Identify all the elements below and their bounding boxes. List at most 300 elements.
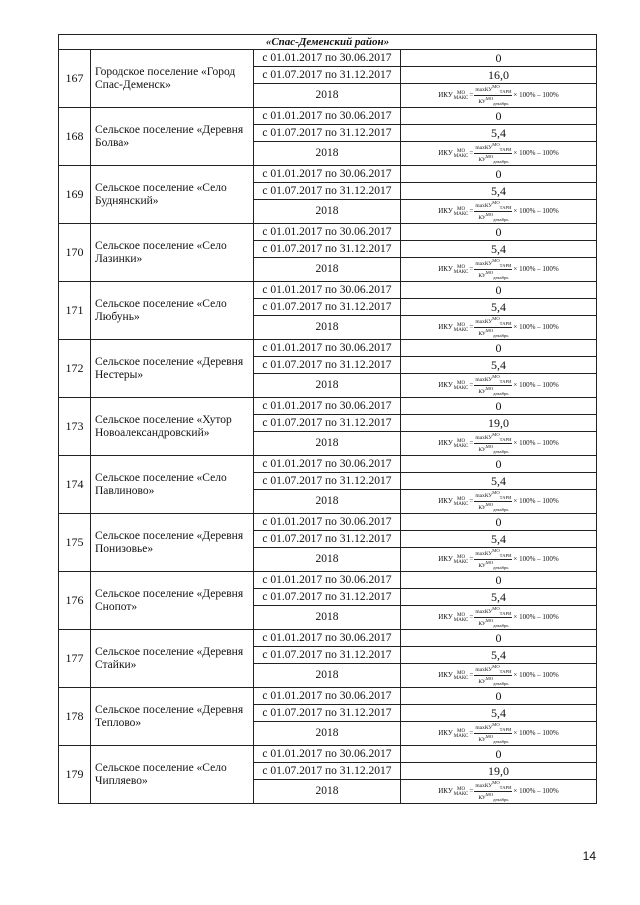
formula: [438, 664, 559, 687]
formula-fraction: [474, 664, 512, 687]
formula-numerator: [474, 606, 512, 618]
year-cell: 2018: [254, 142, 401, 166]
formula-num-sup: МО: [492, 84, 500, 90]
document-page: [58, 34, 596, 804]
formula-lhs-sub: МАКС: [453, 327, 469, 333]
formula-num-sup: МО: [492, 722, 500, 728]
formula-tail: × 100% – 100%: [513, 497, 559, 505]
row-number: 171: [59, 282, 91, 340]
formula-den-sub: декабрь: [493, 506, 509, 512]
formula-numerator: [474, 374, 512, 386]
formula-denominator: [478, 676, 508, 687]
value-second-half: 19,0: [401, 763, 597, 780]
row-number: 167: [59, 50, 91, 108]
value-first-half: 0: [401, 456, 597, 473]
formula-tail: × 100% – 100%: [513, 671, 559, 679]
year-cell: 2018: [254, 780, 401, 804]
settlement-name: Сельское поселение «Деревня Болва»: [91, 108, 254, 166]
formula-num-sub: ТАРИ: [499, 611, 512, 616]
region-header-row: [59, 35, 597, 50]
formula-lhs-indices: [454, 671, 469, 681]
formula-den-sup: МО: [485, 792, 494, 797]
period-second-half: с 01.07.2017 по 31.12.2017: [254, 589, 401, 606]
formula-fraction: [474, 84, 512, 107]
formula-num-sub: ТАРИ: [499, 553, 512, 558]
formula-num-sub: ТАРИ: [499, 89, 512, 94]
settlement-name: Сельское поселение «Село Буднянский»: [91, 166, 254, 224]
formula-den: КУ: [478, 620, 486, 627]
formula-lhs-sub: МАКС: [453, 559, 469, 565]
period-second-half: с 01.07.2017 по 31.12.2017: [254, 647, 401, 664]
formula-num: maxКУ: [475, 144, 493, 151]
value-second-half: 5,4: [401, 125, 597, 142]
formula-cell: [401, 258, 597, 282]
region-title: «Спас-Деменский район»: [59, 35, 597, 50]
formula-equals: =: [469, 207, 474, 215]
value-first-half: 0: [401, 514, 597, 531]
formula-fraction: [474, 200, 512, 223]
formula-den-sub: декабрь: [493, 796, 509, 802]
formula-num: maxКУ: [475, 782, 493, 789]
formula: [438, 490, 559, 513]
settlement-name: Сельское поселение «Деревня Нестеры»: [91, 340, 254, 398]
formula-num-sub: ТАРИ: [499, 321, 512, 326]
formula-lhs-sup: МО: [457, 670, 466, 676]
period-second-half: с 01.07.2017 по 31.12.2017: [254, 125, 401, 142]
formula-lhs-sup: МО: [457, 206, 466, 212]
period-first-half: с 01.01.2017 по 30.06.2017: [254, 688, 401, 705]
period-first-half: с 01.01.2017 по 30.06.2017: [254, 50, 401, 67]
row-number: 169: [59, 166, 91, 224]
page-number: 14: [582, 849, 596, 863]
formula-lhs-sub: МАКС: [453, 443, 469, 449]
formula-numerator: [474, 490, 512, 502]
formula-lhs-sub: МАКС: [453, 153, 469, 159]
formula-cell: [401, 374, 597, 398]
period-second-half: с 01.07.2017 по 31.12.2017: [254, 705, 401, 722]
formula-numerator: [474, 432, 512, 444]
formula-num-sub: ТАРИ: [499, 147, 512, 152]
table-row: [59, 398, 597, 415]
formula-lhs-sup: МО: [457, 148, 466, 154]
formula-num: maxКУ: [475, 434, 493, 441]
formula-denominator: [478, 154, 508, 165]
formula-den-sup: МО: [485, 96, 494, 101]
formula-lhs-indices: [454, 613, 469, 623]
year-cell: 2018: [254, 548, 401, 572]
table-row: [59, 50, 597, 67]
formula-equals: =: [469, 555, 474, 563]
formula-num-sup: МО: [492, 664, 500, 670]
value-first-half: 0: [401, 688, 597, 705]
formula-num-sup: МО: [492, 258, 500, 264]
formula-tail: × 100% – 100%: [513, 323, 559, 331]
formula-lhs-sup: МО: [457, 322, 466, 328]
period-second-half: с 01.07.2017 по 31.12.2017: [254, 67, 401, 84]
value-first-half: 0: [401, 572, 597, 589]
formula-num-sup: МО: [492, 432, 500, 438]
formula-denominator: [478, 444, 508, 455]
settlement-name: Сельское поселение «Хутор Новоалександровский»: [91, 398, 254, 456]
formula-cell: [401, 142, 597, 166]
value-first-half: 0: [401, 398, 597, 415]
formula-cell: [401, 548, 597, 572]
formula-lhs-indices: [454, 729, 469, 739]
formula-lhs-indices: [454, 555, 469, 565]
year-cell: 2018: [254, 606, 401, 630]
formula-denominator: [478, 792, 508, 803]
formula-lhs-indices: [454, 381, 469, 391]
year-cell: 2018: [254, 316, 401, 340]
formula-num: maxКУ: [475, 608, 493, 615]
tariff-table: [58, 34, 597, 804]
formula-numerator: [474, 142, 512, 154]
formula-num-sub: ТАРИ: [499, 205, 512, 210]
formula-lhs: ИКУ: [438, 613, 453, 621]
formula-num: maxКУ: [475, 318, 493, 325]
formula-denominator: [478, 734, 508, 745]
formula-cell: [401, 200, 597, 224]
formula-numerator: [474, 84, 512, 96]
formula-num-sup: МО: [492, 374, 500, 380]
formula-denominator: [478, 560, 508, 571]
formula-tail: × 100% – 100%: [513, 91, 559, 99]
formula-num-sub: ТАРИ: [499, 669, 512, 674]
formula-numerator: [474, 548, 512, 560]
row-number: 168: [59, 108, 91, 166]
formula-lhs-sup: МО: [457, 612, 466, 618]
formula-tail: × 100% – 100%: [513, 439, 559, 447]
formula-cell: [401, 664, 597, 688]
formula-cell: [401, 722, 597, 746]
table-row: [59, 108, 597, 125]
formula-lhs-indices: [454, 497, 469, 507]
table-row: [59, 340, 597, 357]
formula-den-sup: МО: [485, 212, 494, 217]
table-row: [59, 572, 597, 589]
formula-lhs: ИКУ: [438, 149, 453, 157]
formula-den-sup: МО: [485, 154, 494, 159]
table-row: [59, 166, 597, 183]
formula-den-sub: декабрь: [493, 158, 509, 164]
year-cell: 2018: [254, 432, 401, 456]
formula: [438, 548, 559, 571]
period-first-half: с 01.01.2017 по 30.06.2017: [254, 746, 401, 763]
formula-lhs: ИКУ: [438, 497, 453, 505]
value-first-half: 0: [401, 108, 597, 125]
value-second-half: 5,4: [401, 473, 597, 490]
formula: [438, 374, 559, 397]
formula-num-sup: МО: [492, 200, 500, 206]
year-cell: 2018: [254, 200, 401, 224]
formula-tail: × 100% – 100%: [513, 787, 559, 795]
formula-tail: × 100% – 100%: [513, 207, 559, 215]
formula-denominator: [478, 270, 508, 281]
formula-num: maxКУ: [475, 492, 493, 499]
formula-cell: [401, 490, 597, 514]
settlement-name: Сельское поселение «Деревня Теплово»: [91, 688, 254, 746]
table-row: [59, 282, 597, 299]
formula: [438, 780, 559, 803]
formula-equals: =: [469, 323, 474, 331]
formula-equals: =: [469, 439, 474, 447]
value-second-half: 5,4: [401, 647, 597, 664]
formula-den-sup: МО: [485, 386, 494, 391]
formula-numerator: [474, 780, 512, 792]
formula-num-sup: МО: [492, 780, 500, 786]
formula-lhs-sub: МАКС: [453, 269, 469, 275]
formula-num: maxКУ: [475, 550, 493, 557]
formula-denominator: [478, 212, 508, 223]
value-second-half: 19,0: [401, 415, 597, 432]
value-second-half: 5,4: [401, 705, 597, 722]
value-second-half: 5,4: [401, 183, 597, 200]
formula-num: maxКУ: [475, 260, 493, 267]
formula-den: КУ: [478, 794, 486, 801]
settlement-name: Сельское поселение «Деревня Стайки»: [91, 630, 254, 688]
table-row: [59, 224, 597, 241]
formula-den: КУ: [478, 98, 486, 105]
formula-tail: × 100% – 100%: [513, 149, 559, 157]
formula-den-sub: декабрь: [493, 738, 509, 744]
formula-denominator: [478, 502, 508, 513]
formula-den: КУ: [478, 272, 486, 279]
table-row: [59, 456, 597, 473]
formula-denominator: [478, 386, 508, 397]
formula-lhs-indices: [454, 323, 469, 333]
formula-num: maxКУ: [475, 376, 493, 383]
formula-fraction: [474, 374, 512, 397]
formula-lhs-sup: МО: [457, 554, 466, 560]
value-first-half: 0: [401, 166, 597, 183]
value-first-half: 0: [401, 746, 597, 763]
formula-cell: [401, 84, 597, 108]
formula-den: КУ: [478, 736, 486, 743]
formula: [438, 84, 559, 107]
formula-tail: × 100% – 100%: [513, 729, 559, 737]
formula-den-sub: декабрь: [493, 332, 509, 338]
formula-den: КУ: [478, 504, 486, 511]
formula-lhs: ИКУ: [438, 207, 453, 215]
formula-den-sup: МО: [485, 676, 494, 681]
formula-num: maxКУ: [475, 724, 493, 731]
formula-lhs-sub: МАКС: [453, 95, 469, 101]
settlement-name: Сельское поселение «Деревня Понизовье»: [91, 514, 254, 572]
formula-lhs: ИКУ: [438, 323, 453, 331]
period-second-half: с 01.07.2017 по 31.12.2017: [254, 763, 401, 780]
formula-lhs: ИКУ: [438, 671, 453, 679]
formula-lhs-sub: МАКС: [453, 733, 469, 739]
formula-lhs-sup: МО: [457, 438, 466, 444]
value-first-half: 0: [401, 224, 597, 241]
formula-den-sub: декабрь: [493, 390, 509, 396]
formula-fraction: [474, 780, 512, 803]
formula-num-sub: ТАРИ: [499, 379, 512, 384]
formula-cell: [401, 606, 597, 630]
settlement-name: Сельское поселение «Деревня Снопот»: [91, 572, 254, 630]
settlement-name: Сельское поселение «Село Павлиново»: [91, 456, 254, 514]
year-cell: 2018: [254, 490, 401, 514]
formula-den-sub: декабрь: [493, 274, 509, 280]
formula-den: КУ: [478, 330, 486, 337]
period-first-half: с 01.01.2017 по 30.06.2017: [254, 282, 401, 299]
formula-equals: =: [469, 381, 474, 389]
formula-tail: × 100% – 100%: [513, 381, 559, 389]
formula: [438, 722, 559, 745]
year-cell: 2018: [254, 664, 401, 688]
formula-fraction: [474, 142, 512, 165]
formula-den-sup: МО: [485, 734, 494, 739]
table-row: [59, 688, 597, 705]
formula-num: maxКУ: [475, 202, 493, 209]
formula-den: КУ: [478, 214, 486, 221]
formula-num-sup: МО: [492, 142, 500, 148]
formula-numerator: [474, 316, 512, 328]
row-number: 170: [59, 224, 91, 282]
year-cell: 2018: [254, 258, 401, 282]
formula-numerator: [474, 664, 512, 676]
formula-den: КУ: [478, 678, 486, 685]
formula-equals: =: [469, 729, 474, 737]
formula-lhs-sup: МО: [457, 496, 466, 502]
row-number: 178: [59, 688, 91, 746]
settlement-name: Городское поселение «Город Спас-Деменск»: [91, 50, 254, 108]
formula-num-sup: МО: [492, 316, 500, 322]
formula-tail: × 100% – 100%: [513, 555, 559, 563]
period-first-half: с 01.01.2017 по 30.06.2017: [254, 630, 401, 647]
formula-lhs-indices: [454, 439, 469, 449]
row-number: 175: [59, 514, 91, 572]
formula-den-sup: МО: [485, 618, 494, 623]
formula-num-sub: ТАРИ: [499, 437, 512, 442]
formula-lhs-sup: МО: [457, 90, 466, 96]
formula-equals: =: [469, 497, 474, 505]
row-number: 174: [59, 456, 91, 514]
formula-den: КУ: [478, 156, 486, 163]
formula-fraction: [474, 606, 512, 629]
formula-equals: =: [469, 91, 474, 99]
formula-lhs-sub: МАКС: [453, 675, 469, 681]
formula-lhs: ИКУ: [438, 787, 453, 795]
formula-num: maxКУ: [475, 86, 493, 93]
row-number: 173: [59, 398, 91, 456]
formula-lhs-sup: МО: [457, 728, 466, 734]
formula-lhs-indices: [454, 265, 469, 275]
formula-den: КУ: [478, 388, 486, 395]
formula: [438, 432, 559, 455]
formula-lhs: ИКУ: [438, 439, 453, 447]
formula-fraction: [474, 316, 512, 339]
period-second-half: с 01.07.2017 по 31.12.2017: [254, 531, 401, 548]
period-first-half: с 01.01.2017 по 30.06.2017: [254, 224, 401, 241]
period-second-half: с 01.07.2017 по 31.12.2017: [254, 183, 401, 200]
formula-lhs-sub: МАКС: [453, 617, 469, 623]
value-second-half: 5,4: [401, 299, 597, 316]
formula-lhs-sub: МАКС: [453, 501, 469, 507]
table-row: [59, 514, 597, 531]
formula-lhs-indices: [454, 787, 469, 797]
formula-cell: [401, 432, 597, 456]
period-first-half: с 01.01.2017 по 30.06.2017: [254, 340, 401, 357]
settlement-name: Сельское поселение «Село Любунь»: [91, 282, 254, 340]
table-row: [59, 746, 597, 763]
formula-den-sup: МО: [485, 444, 494, 449]
year-cell: 2018: [254, 84, 401, 108]
value-second-half: 16,0: [401, 67, 597, 84]
row-number: 176: [59, 572, 91, 630]
formula-lhs-sub: МАКС: [453, 211, 469, 217]
formula-numerator: [474, 200, 512, 212]
period-second-half: с 01.07.2017 по 31.12.2017: [254, 473, 401, 490]
formula-den-sup: МО: [485, 560, 494, 565]
value-second-half: 5,4: [401, 531, 597, 548]
formula-lhs: ИКУ: [438, 91, 453, 99]
formula-den-sub: декабрь: [493, 100, 509, 106]
formula-lhs-sub: МАКС: [453, 385, 469, 391]
formula-num-sub: ТАРИ: [499, 727, 512, 732]
formula-lhs: ИКУ: [438, 265, 453, 273]
formula-lhs-sub: МАКС: [453, 791, 469, 797]
formula-num-sup: МО: [492, 606, 500, 612]
formula-denominator: [478, 96, 508, 107]
formula-denominator: [478, 328, 508, 339]
formula-denominator: [478, 618, 508, 629]
period-second-half: с 01.07.2017 по 31.12.2017: [254, 241, 401, 258]
period-first-half: с 01.01.2017 по 30.06.2017: [254, 514, 401, 531]
formula-num-sup: МО: [492, 490, 500, 496]
formula: [438, 142, 559, 165]
formula-equals: =: [469, 671, 474, 679]
period-first-half: с 01.01.2017 по 30.06.2017: [254, 572, 401, 589]
formula-num-sub: ТАРИ: [499, 263, 512, 268]
formula-den-sup: МО: [485, 328, 494, 333]
formula-equals: =: [469, 787, 474, 795]
formula-lhs-indices: [454, 91, 469, 101]
formula-num-sup: МО: [492, 548, 500, 554]
formula-cell: [401, 780, 597, 804]
period-second-half: с 01.07.2017 по 31.12.2017: [254, 415, 401, 432]
value-first-half: 0: [401, 50, 597, 67]
formula-fraction: [474, 258, 512, 281]
period-second-half: с 01.07.2017 по 31.12.2017: [254, 357, 401, 374]
formula-equals: =: [469, 149, 474, 157]
formula: [438, 258, 559, 281]
settlement-name: Сельское поселение «Село Лазинки»: [91, 224, 254, 282]
formula-den-sup: МО: [485, 502, 494, 507]
row-number: 172: [59, 340, 91, 398]
formula-lhs-indices: [454, 149, 469, 159]
formula-fraction: [474, 548, 512, 571]
formula-numerator: [474, 258, 512, 270]
value-second-half: 5,4: [401, 357, 597, 374]
formula-fraction: [474, 432, 512, 455]
year-cell: 2018: [254, 374, 401, 398]
value-first-half: 0: [401, 630, 597, 647]
period-second-half: с 01.07.2017 по 31.12.2017: [254, 299, 401, 316]
value-first-half: 0: [401, 282, 597, 299]
formula-lhs: ИКУ: [438, 555, 453, 563]
formula-tail: × 100% – 100%: [513, 265, 559, 273]
formula-tail: × 100% – 100%: [513, 613, 559, 621]
formula-fraction: [474, 722, 512, 745]
formula-fraction: [474, 490, 512, 513]
value-second-half: 5,4: [401, 589, 597, 606]
formula: [438, 200, 559, 223]
formula: [438, 316, 559, 339]
formula-den-sub: декабрь: [493, 680, 509, 686]
formula-lhs-sup: МО: [457, 264, 466, 270]
settlement-name: Сельское поселение «Село Чипляево»: [91, 746, 254, 804]
